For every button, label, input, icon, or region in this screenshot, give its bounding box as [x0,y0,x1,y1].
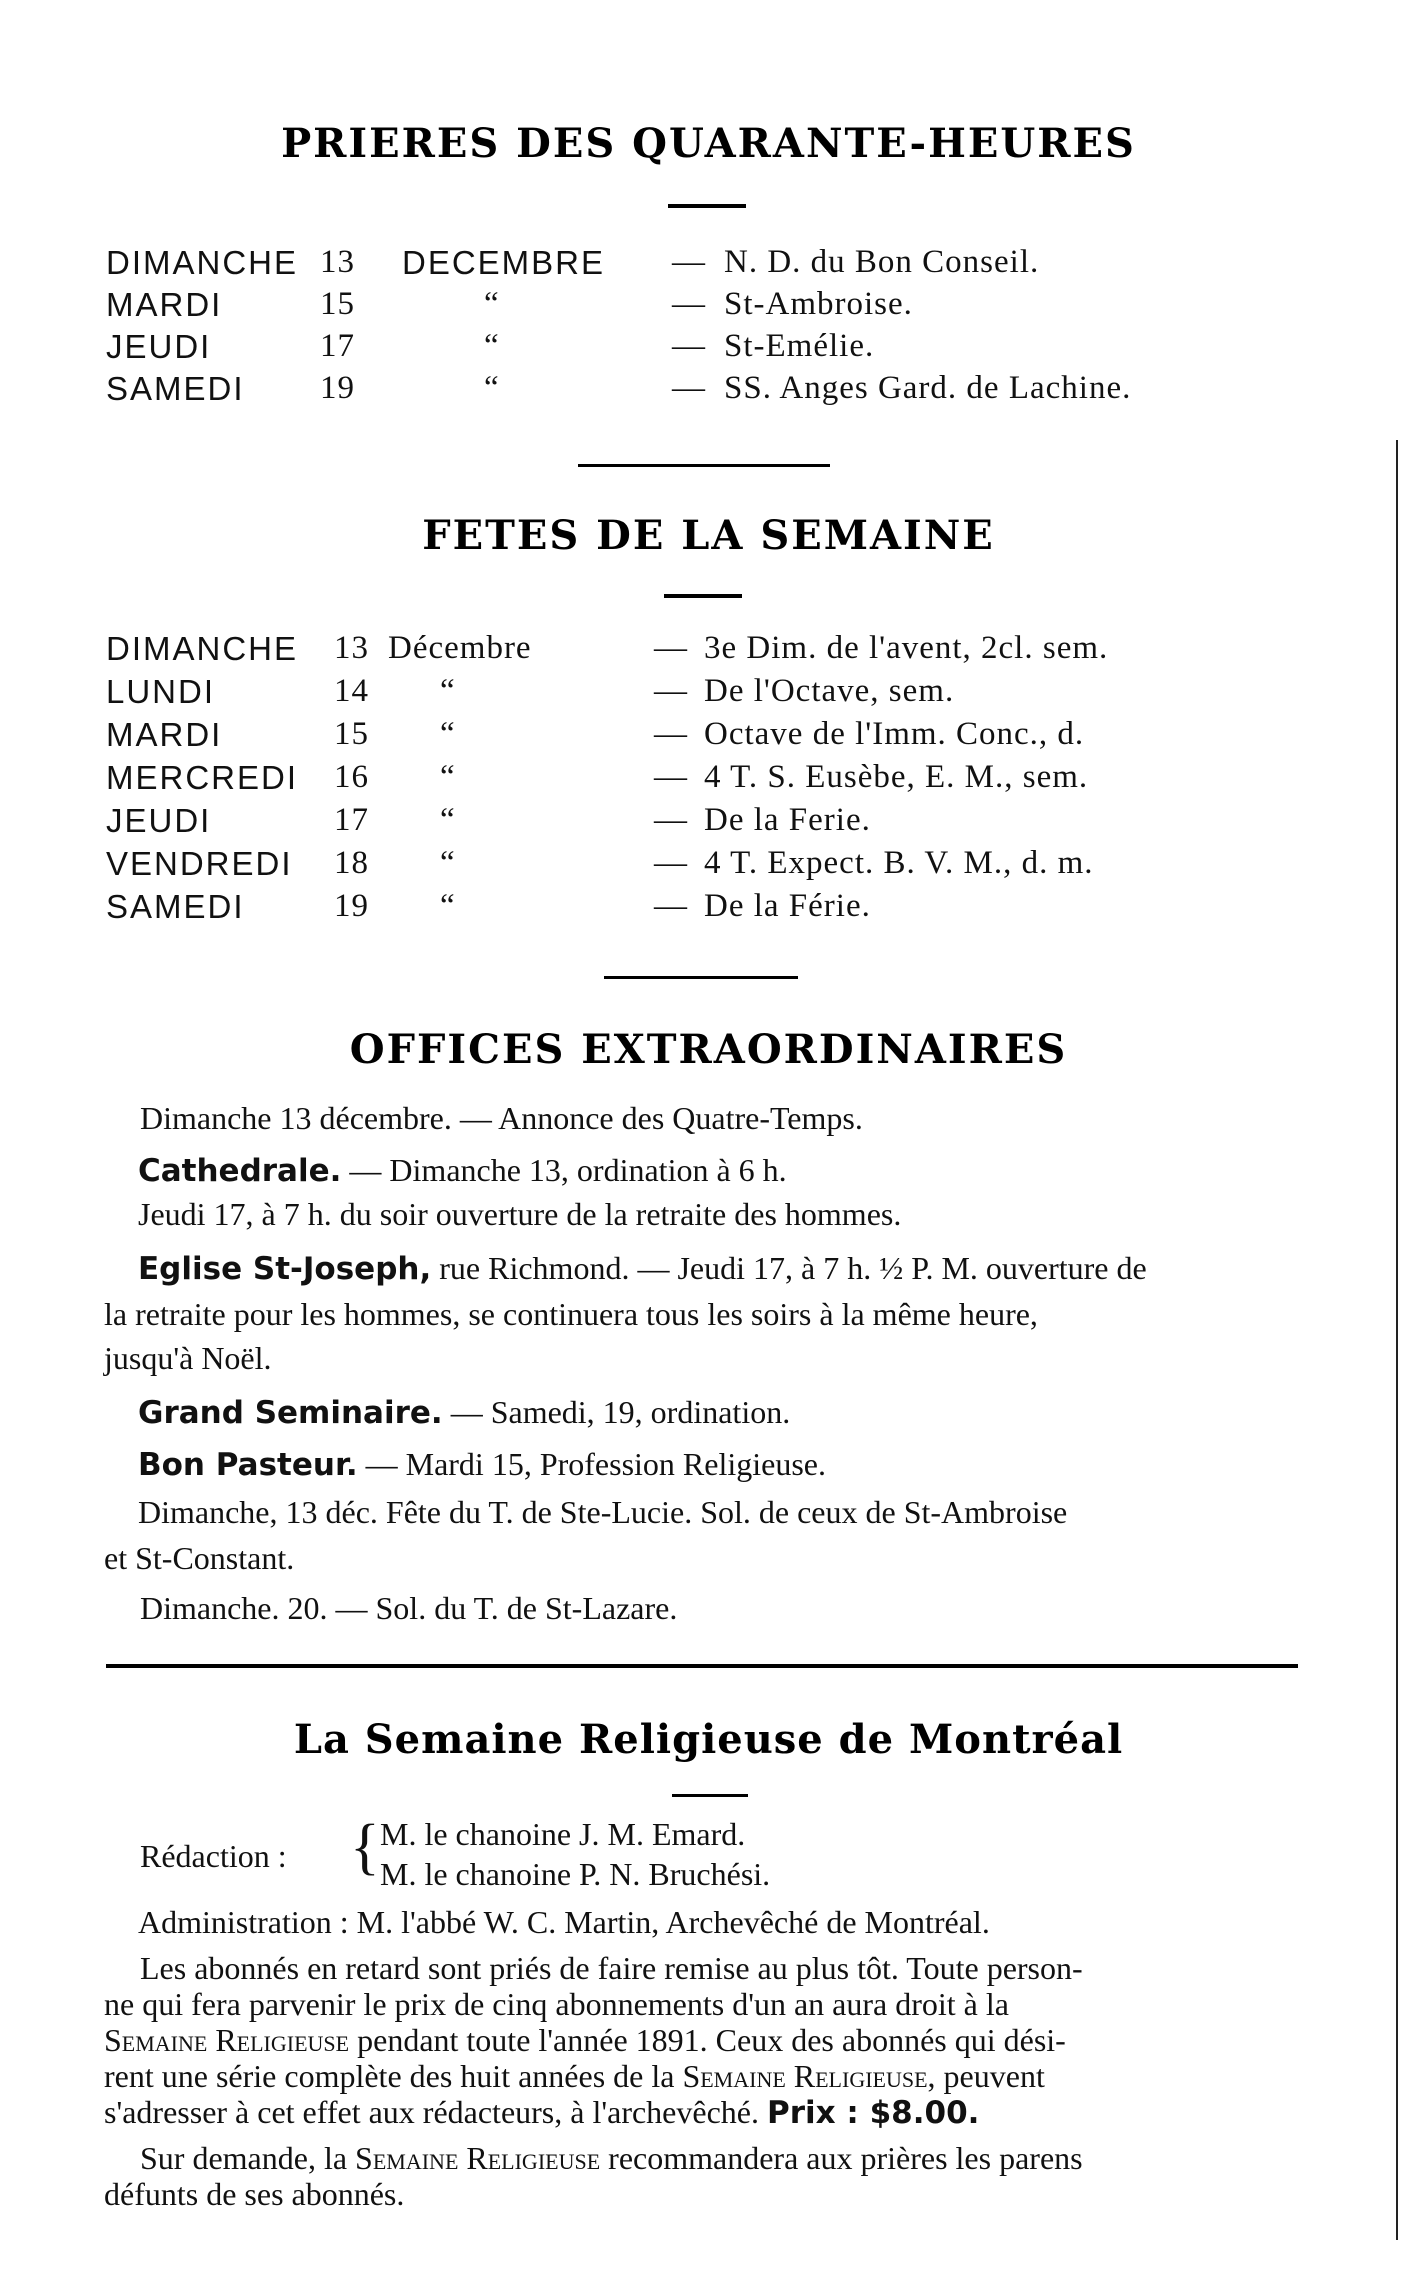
month-cell: “ [440,888,456,924]
day-cell: MERCREDI [106,759,299,796]
abonnes-line: ne qui fera parvenir le prix de cinq abonnements d'un an aura droit à la [104,1986,1009,2022]
publication-name: Semaine Religieuse [682,2058,928,2094]
joseph-entry [138,1250,1147,1287]
dash-cell: — [654,716,688,752]
month-cell: Décembre [388,630,532,666]
grand-seminaire-entry [138,1394,790,1431]
text-cell: 4 T. S. Eusèbe, E. M., sem. [704,759,1089,795]
month-cell: “ [484,328,500,364]
abonnes-line [104,2058,1045,2095]
long-divider [106,1664,1298,1668]
month-cell: “ [440,716,456,752]
text-cell: De l'Octave, sem. [704,673,955,709]
table-row [106,802,1306,846]
offices-line: Jeudi 17, à 7 h. du soir ouverture de la retraite des hommes. [138,1196,902,1232]
table-row [106,759,1306,803]
dash-cell: — [672,286,706,322]
fetes-title: FETES DE LA SEMAINE [422,512,995,559]
offices-line: et St-Constant. [104,1540,295,1576]
semaine-title: La Semaine Religieuse de Montréal [293,1716,1124,1763]
dash-cell: — [672,244,706,280]
table-row [106,286,1306,330]
cathedrale-text: — Dimanche 13, ordination à 6 h. [341,1152,787,1188]
bon-pasteur-entry [138,1446,826,1483]
administration-line: Administration : M. l'abbé W. C. Martin, Archevêché de Montréal. [138,1904,990,1940]
abonnes-text: pendant toute l'année 1891. Ceux des abonnés qui dési- [349,2022,1066,2058]
dash-cell: — [654,845,688,881]
cathedrale-label: Cathedrale. [138,1153,342,1189]
month-cell: “ [440,673,456,709]
scan-edge-line [1396,440,1398,2240]
month-cell: “ [440,759,456,795]
day-cell: DIMANCHE [106,244,299,281]
num-cell: 19 [334,888,369,924]
text-cell: 4 T. Expect. B. V. M., d. m. [704,845,1094,881]
num-cell: 19 [320,370,355,406]
num-cell: 13 [334,630,369,666]
publication-name: Semaine Religieuse [355,2140,601,2176]
cathedrale-entry [138,1152,787,1189]
day-cell: MARDI [106,716,223,753]
abonnes-text: , peuvent [927,2058,1045,2094]
table-row [106,244,1306,288]
offices-line: Dimanche. 20. — Sol. du T. de St-Lazare. [140,1590,678,1626]
table-row [106,888,1306,932]
table-row [106,370,1306,414]
num-cell: 15 [334,716,369,752]
month-cell: “ [484,370,500,406]
day-cell: JEUDI [106,802,212,839]
offices-line: Dimanche, 13 déc. Fête du T. de Ste-Lucie. Sol. de ceux de St-Ambroise [138,1494,1068,1530]
dash-cell: — [654,802,688,838]
dash-cell: — [654,888,688,924]
bon-pasteur-text: — Mardi 15, Profession Religieuse. [357,1446,826,1482]
table-row [106,716,1306,760]
abonnes-line [104,2094,979,2131]
dash-cell: — [672,328,706,364]
text-cell: De la Férie. [704,888,871,924]
table-row [106,845,1306,889]
abonnes-text: rent une série complète des huit années de la [104,2058,683,2094]
joseph-label: Eglise St-Joseph, [138,1251,432,1287]
quarante-heures-title: PRIERES DES QUARANTE-HEURES [281,120,1136,167]
table-row [106,673,1306,717]
section-divider [604,976,798,979]
text-cell: Octave de l'Imm. Conc., d. [704,716,1085,752]
text-cell: St-Ambroise. [724,286,913,322]
month-cell: “ [440,802,456,838]
title-underline [672,1794,748,1797]
num-cell: 14 [334,673,369,709]
section-divider [578,464,830,467]
dash-cell: — [654,759,688,795]
num-cell: 16 [334,759,369,795]
offices-line: la retraite pour les hommes, se continuera tous les soirs à la même heure, [104,1296,1038,1332]
bon-pasteur-label: Bon Pasteur. [138,1447,358,1483]
brace-icon: { [350,1813,380,1881]
text-cell: N. D. du Bon Conseil. [724,244,1040,280]
day-cell: JEUDI [106,328,212,365]
title-underline [664,594,742,598]
demande-line: défunts de ses abonnés. [104,2176,405,2212]
day-cell: MARDI [106,286,223,323]
publication-name: Semaine Religieuse [104,2022,350,2058]
text-cell: SS. Anges Gard. de Lachine. [724,370,1132,406]
day-cell: SAMEDI [106,370,245,407]
demande-text: recommandera aux prières les parens [600,2140,1083,2176]
text-cell: De la Ferie. [704,802,871,838]
demande-line [140,2140,1083,2177]
num-cell: 18 [334,845,369,881]
dash-cell: — [654,630,688,666]
title-underline [668,204,746,208]
price-label: Prix : $8.00. [766,2095,980,2131]
num-cell: 17 [334,802,369,838]
dash-cell: — [672,370,706,406]
num-cell: 17 [320,328,355,364]
abonnes-line: Les abonnés en retard sont priés de faire remise au plus tôt. Toute person- [140,1950,1083,1986]
day-cell: SAMEDI [106,888,245,925]
offices-line: Dimanche 13 décembre. — Annonce des Quatre-Temps. [140,1100,863,1136]
day-cell: DIMANCHE [106,630,299,667]
month-cell: “ [484,286,500,322]
table-row [106,328,1306,372]
grand-seminaire-label: Grand Seminaire. [138,1395,443,1431]
grand-seminaire-text: — Samedi, 19, ordination. [442,1394,791,1430]
abonnes-line [104,2022,1066,2059]
text-cell: 3e Dim. de l'avent, 2cl. sem. [704,630,1109,666]
day-cell: LUNDI [106,673,216,710]
day-cell: VENDREDI [106,845,293,882]
month-cell: “ [440,845,456,881]
month-cell: DECEMBRE [402,244,606,281]
demande-text: Sur demande, la [140,2140,356,2176]
redacteur-2: M. le chanoine P. N. Bruchési. [380,1856,771,1892]
text-cell: St-Emélie. [724,328,875,364]
offices-line: jusqu'à Noël. [104,1340,272,1376]
offices-title: OFFICES EXTRAORDINAIRES [349,1026,1068,1073]
abonnes-text: s'adresser à cet effet aux rédacteurs, à l'archevêché. [104,2094,767,2130]
table-row [106,630,1306,674]
redacteur-1: M. le chanoine J. M. Emard. [380,1816,746,1852]
num-cell: 13 [320,244,355,280]
num-cell: 15 [320,286,355,322]
dash-cell: — [654,673,688,709]
joseph-text: rue Richmond. — Jeudi 17, à 7 h. ½ P. M. ouverture de [431,1250,1147,1286]
redaction-label: Rédaction : [140,1838,287,1874]
